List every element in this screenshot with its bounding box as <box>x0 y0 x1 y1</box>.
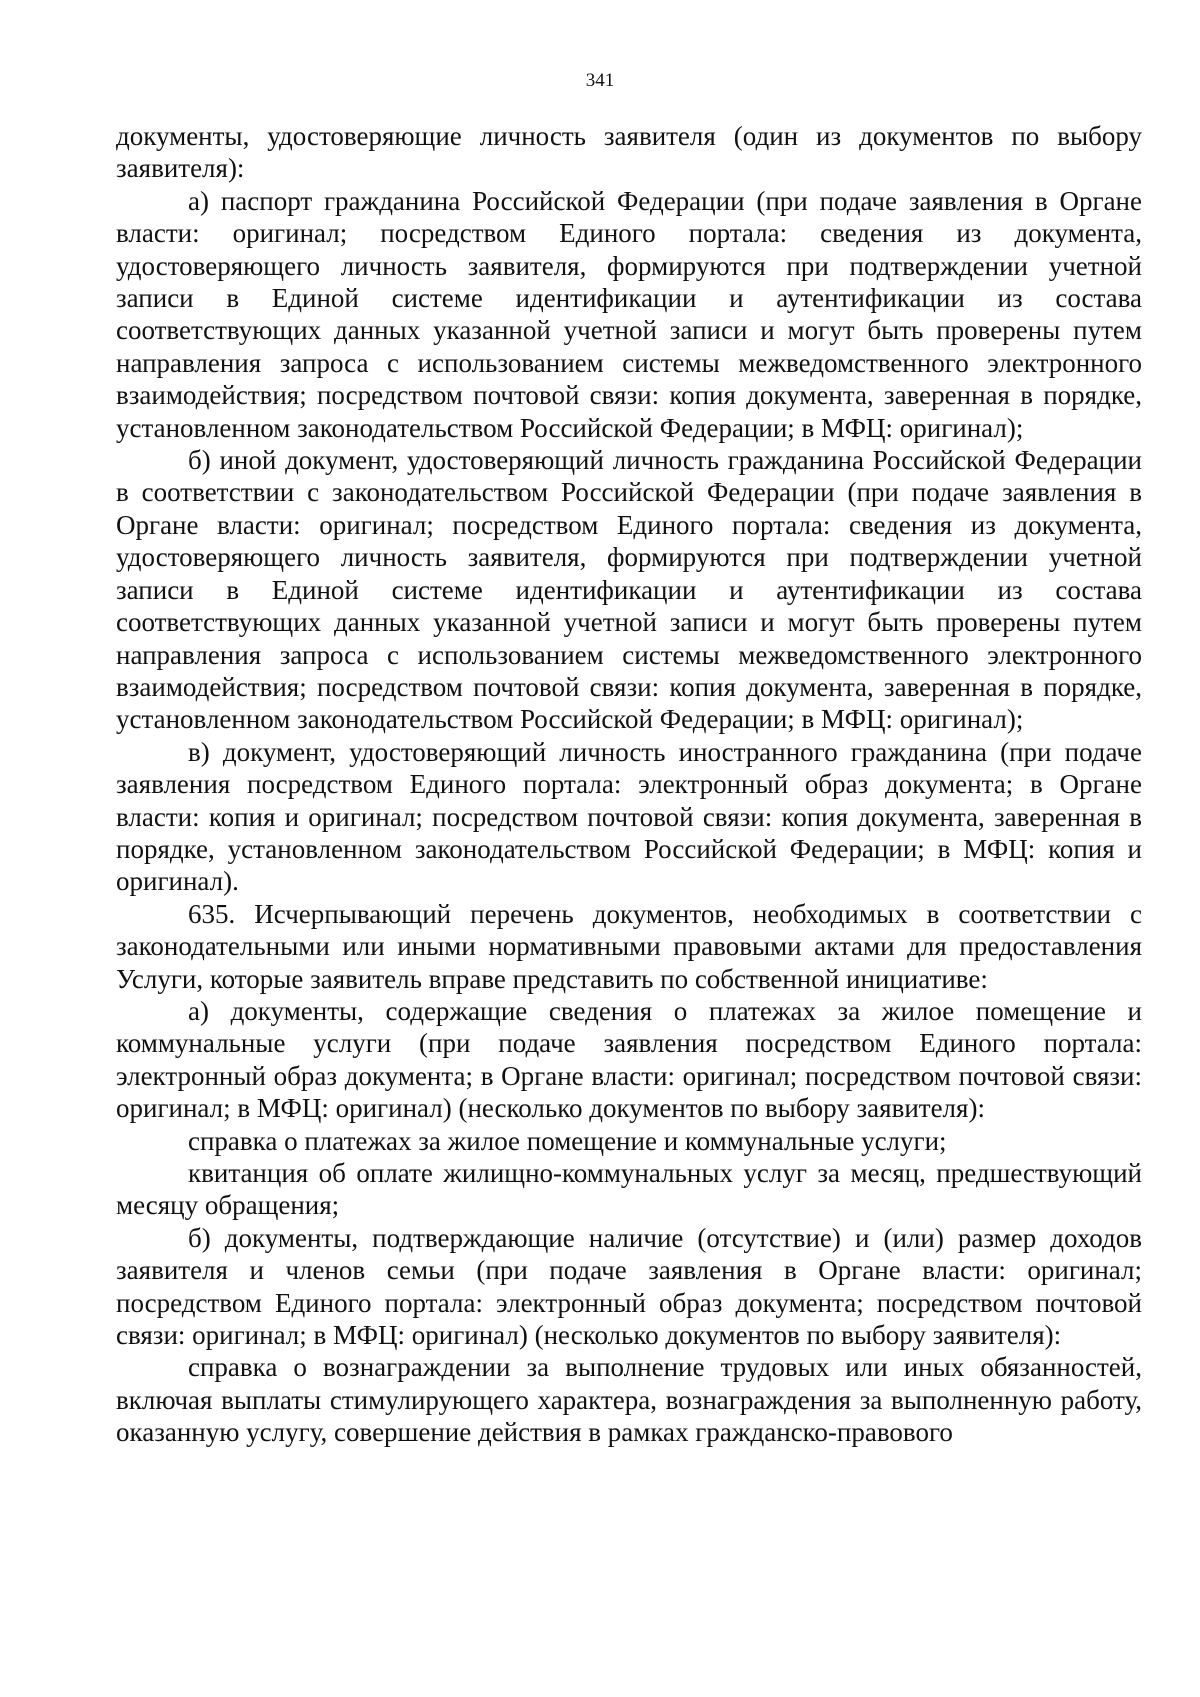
paragraph-item-c-foreign-document: в) документ, удостоверяющий личность иностранного гражданина (при подаче заявления посредством Единого портала: электронный образ документа; в Органе власти: копия и оригинал; посредством почтовой связи: копия документа, заверенная в порядке, установленном законодательством Российской Федерации; в МФЦ: копия и оригинал). <box>116 736 1142 897</box>
paragraph-intro: документы, удостоверяющие личность заявителя (один из документов по выбору заявителя): <box>116 121 1142 184</box>
paragraph-payments-certificate: справка о платежах за жилое помещение и коммунальные услуги; <box>188 1125 947 1156</box>
paragraph-item-b-other-document: б) иной документ, удостоверяющий личность гражданина Российской Федерации в соответствии с законодательством Российской Федерации (при подаче заявления в Органе власти: оригинал; посредством Единого портала: сведения из документа, удостоверяющего личность заявителя, формируются при подтверждении учетной записи в Единой системе идентификации и аутентификации из состава соответствующих данных указанной учетной записи и могут быть проверены путем направления запроса с использованием системы межведомственного электронного взаимодействия; посредством почтовой связи: копия документа, заверенная в порядке, установленном законодательством Российской Федерации; в МФЦ: оригинал); <box>116 445 1142 735</box>
paragraph-item-a-payments: а) документы, содержащие сведения о платежах за жилое помещение и коммунальные услуги (при подаче заявления посредством Единого портала: электронный образ документа; в Органе власти: оригинал; посредством почтовой связи: оригинал; в МФЦ: оригинал) (несколько документов по выбору заявителя): <box>116 995 1142 1124</box>
paragraph-remuneration-certificate: справка о вознаграждении за выполнение трудовых или иных обязанностей, включая выплаты стимулирующего характера, вознаграждения за выполненную работу, оказанную услугу, совершение действия в рамках гражданско-правового <box>116 1352 1142 1448</box>
page-number: 341 <box>585 70 615 91</box>
paragraph-item-a-passport: а) паспорт гражданина Российской Федерации (при подаче заявления в Органе власти: оригинал; посредством Единого портала: сведения из документа, удостоверяющего личность заявителя, формируются при подтверждении учетной записи в Единой системе идентификации и аутентификации из состава соответствующих данных указанной учетной записи и могут быть проверены путем направления запроса с использованием системы межведомственного электронного взаимодействия; посредством почтовой связи: копия документа, заверенная в порядке, установленном законодательством Российской Федерации; в МФЦ: оригинал); <box>116 185 1142 443</box>
document-body <box>116 120 1142 1449</box>
paragraph-item-b-income: б) документы, подтверждающие наличие (отсутствие) и (или) размер доходов заявителя и членов семьи (при подаче заявления в Органе власти: оригинал; посредством Единого портала: электронный образ документа; посредством почтовой связи: оригинал; в МФЦ: оригинал) (несколько документов по выбору заявителя): <box>116 1222 1142 1351</box>
paragraph-section-635: 635. Исчерпывающий перечень документов, необходимых в соответствии с законодательными или иными нормативными правовыми актами для предоставления Услуги, которые заявитель вправе представить по собственной инициативе: <box>116 898 1142 994</box>
paragraph-utility-receipt: квитанция об оплате жилищно-коммунальных услуг за месяц, предшествующий месяцу обращения; <box>116 1158 1142 1221</box>
